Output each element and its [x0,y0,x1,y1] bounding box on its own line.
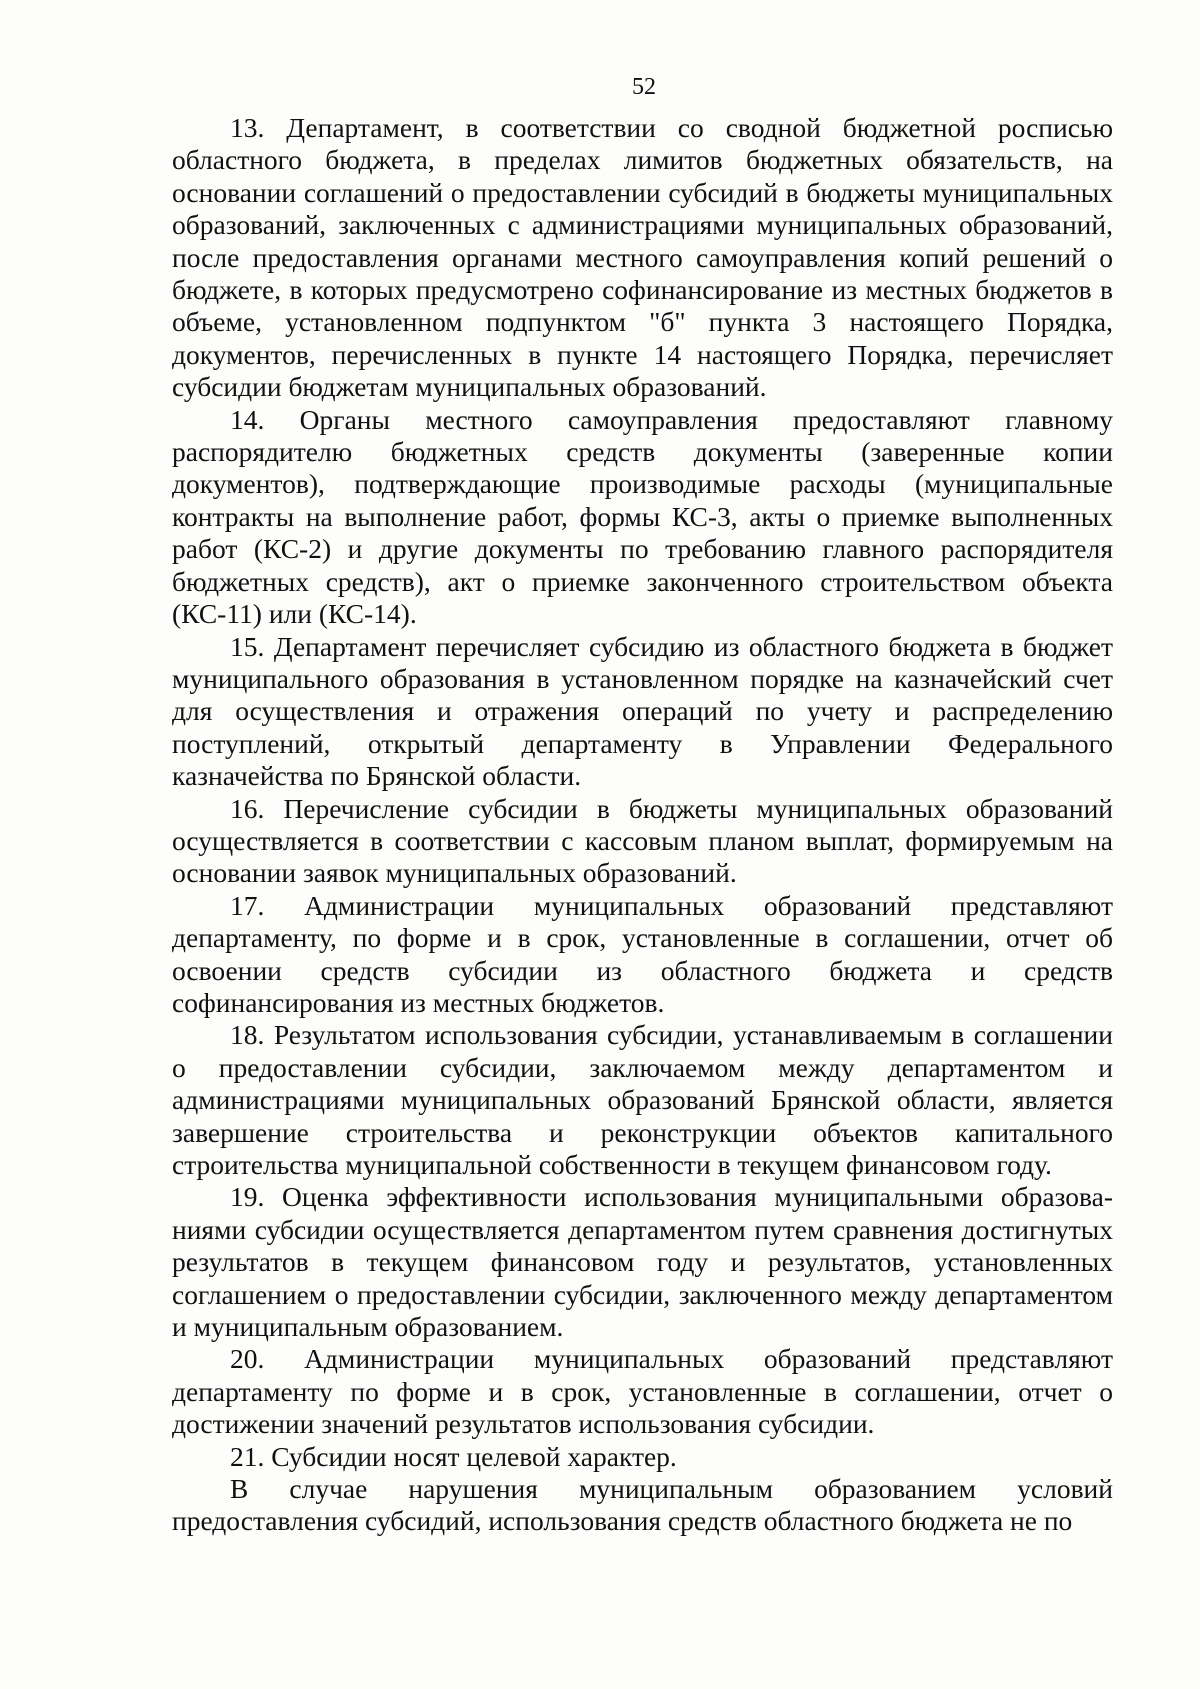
paragraph-13: 13. Департамент, в соответствии со сводной бюджетной росписью областного бюджета, в пределах лимитов бюджетных обязательств, на основании соглашений о предоставлении субсидий в бюджеты муниципальных образований, заключенных с администрациями муниципальных образований, после предоставления органами местного самоуправления копий решений о бюджете, в которых предусмотрено софинансирование из местных бюджетов в объеме, установленном подпунктом "б" пункта 3 настоящего Порядка, документов, перечисленных в пункте 14 настоящего Порядка, перечисляет субсидии бюджетам муниципальных образований. [172,112,1113,403]
paragraph-14: 14. Органы местного самоуправления предоставляют главному распорядителю бюджетных средств документы (заверенные копии документов), подтверждающие производимые расходы (муниципальные контракты на выполнение работ, формы КС-3, акты о приемке выполненных работ (КС-2) и другие документы по требованию главного распорядителя бюджетных средств), акт о приемке законченного строительством объекта (КС-11) или (КС-14). [172,403,1113,630]
paragraph-19: 19. Оценка эффективности использования муниципальными образованиями субсидии осуществляется департаментом путем сравнения достигнутых результатов в текущем финансовом году и результатов, установленных соглашением о предоставлении субсидии, заключенного между департаментом и муниципальным образованием. [172,1181,1113,1343]
paragraph-18: 18. Результатом использования субсидии, устанавливаемым в соглашении о предоставлении субсидии, заключаемом между департаментом и администрациями муниципальных образований Брянской области, является завершение строительства и реконструкции объектов капитального строительства муниципальной собственности в текущем финансовом году. [172,1019,1113,1180]
paragraph-20: 20. Администрации муниципальных образований представляют департаменту по форме и в срок, установленные в соглашении, отчет о достижении значений результатов использования субсидии. [172,1343,1113,1440]
page-number: 52 [632,74,656,100]
paragraph-21-continuation: В случае нарушения муниципальным образованием условий предоставления субсидий, использования средств областного бюджета не по [172,1473,1113,1537]
document-body [172,112,1113,1538]
paragraph-16: 16. Перечисление субсидии в бюджеты муниципальных образований осуществляется в соответствии с кассовым планом выплат, формируемым на основании заявок муниципальных образований. [172,792,1113,889]
paragraph-21: 21. Субсидии носят целевой характер. [230,1440,677,1472]
paragraph-17: 17. Администрации муниципальных образований представляют департаменту, по форме и в срок, установленные в соглашении, отчет об освоении средств субсидии из областного бюджета и средств софинансирования из местных бюджетов. [172,889,1113,1018]
paragraph-15: 15. Департамент перечисляет субсидию из областного бюджета в бюджет муниципального образования в установленном порядке на казначейский счет для осуществления и отражения операций по учету и распределению поступлений, открытый департаменту в Управлении Федерального казначейства по Брянской области. [172,630,1113,792]
